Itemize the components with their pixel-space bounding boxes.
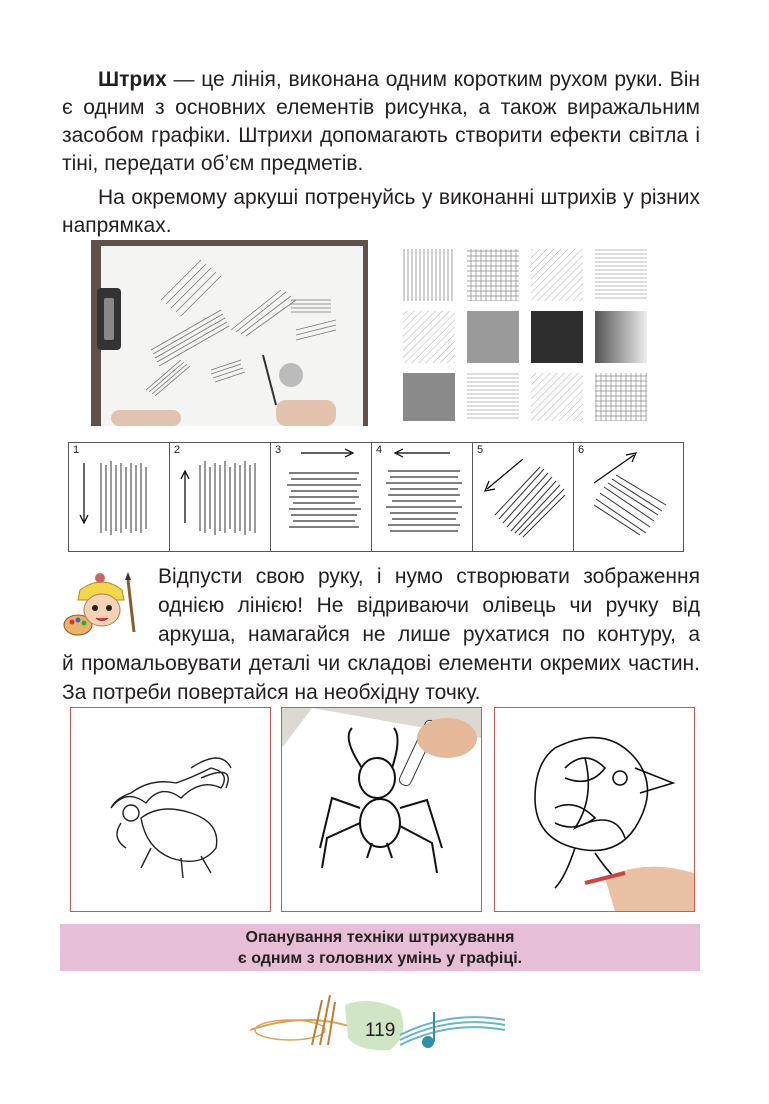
hatch-step-2: 2: [169, 442, 272, 552]
hatching-swatches: [395, 245, 670, 427]
page-number: 119: [365, 1020, 396, 1041]
exercise-paragraph: На окремому аркуші потренуйсь у виконанні штрихів у різних напрямках.: [62, 186, 700, 237]
hatch-step-5: 5: [472, 442, 575, 552]
one-line-intro: Відпусти свою руку, і нумо створювати зображення однією лінією! Не відриваючи олівець чи ручку від аркуша, намагайся не лише рухатися по контуру, а: [158, 565, 700, 646]
hatch-step-1: 1: [68, 442, 171, 552]
banner-line-1: Опанування техніки штрихування: [245, 929, 515, 946]
one-line-rest: й промальовувати деталі чи складові елементи окремих частин. За потреби повертайся на необхідну точку.: [62, 652, 700, 704]
girl-artist-mascot: [62, 570, 144, 642]
banner-line-2: є одним з головних умінь у графіці.: [237, 950, 523, 967]
key-skill-banner: [60, 924, 700, 971]
clipboard-photo: [91, 240, 368, 426]
hatch-step-4: 4: [371, 442, 474, 552]
arrow-diagonal-left-icon: [487, 459, 523, 489]
music-note-icon: [422, 1036, 434, 1048]
term-heading: Штрих: [98, 68, 167, 91]
hatch-step-6: 6: [573, 442, 684, 552]
photo-bee-drawing: [70, 707, 271, 912]
definition-text: — це лінія, виконана одним коротким рухом руки. Він є одним з основних елементів рисунка, а також виражальним засобом графіки. Штрихи допомагають створити ефекти світла і тіні, передати об’єм предметів.: [62, 68, 700, 175]
hatch-step-3: 3: [270, 442, 373, 552]
photo-spider-drawing: [281, 707, 482, 912]
definition-paragraph: [62, 66, 700, 178]
arrow-diagonal-right-icon: [594, 455, 634, 483]
photo-bird-drawing: [494, 707, 695, 912]
